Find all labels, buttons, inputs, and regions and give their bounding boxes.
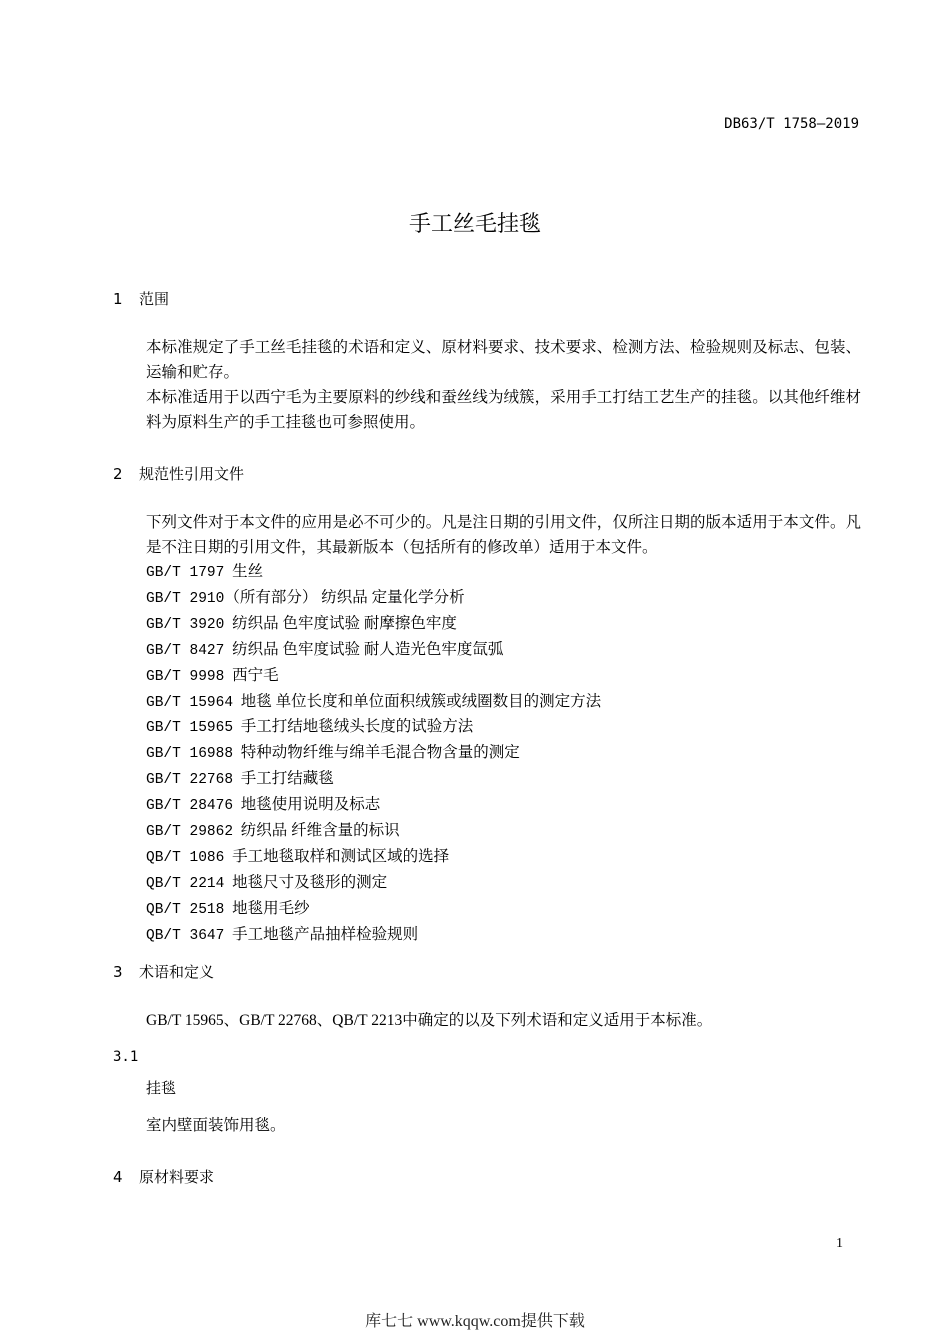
section-number: 2 <box>113 465 123 483</box>
term-definition: 室内壁面装饰用毯。 <box>146 1117 286 1134</box>
reference-item: GB/T 8427 纺织品 色牢度试验 耐人造光色牢度氙弧 <box>146 640 504 659</box>
reference-item: GB/T 9998 西宁毛 <box>146 666 279 685</box>
reference-item: QB/T 3647 手工地毯产品抽样检验规则 <box>146 925 419 944</box>
term-name: 挂毯 <box>146 1079 177 1097</box>
section-number: 4 <box>113 1168 123 1186</box>
reference-item: QB/T 2214 地毯尺寸及毯形的测定 <box>146 873 388 892</box>
reference-item: GB/T 29862 纺织品 纤维含量的标识 <box>146 822 400 841</box>
download-watermark: 库七七 www.kqqw.com提供下载 <box>365 1313 585 1330</box>
section-title: 术语和定义 <box>139 963 215 981</box>
reference-item: GB/T 2910（所有部分） 纺织品 定量化学分析 <box>146 588 465 607</box>
reference-item: GB/T 16988 特种动物纤维与绵羊毛混合物含量的测定 <box>146 744 520 763</box>
section-heading-3 <box>113 961 214 982</box>
section-heading-4 <box>113 1166 214 1187</box>
normative-references-intro: 下列文件对于本文件的应用是必不可少的。凡是注日期的引用文件，仅所注日期的版本适用于本文件。凡是不注日期的引用文件，其最新版本（包括所有的修改单）适用于本文件。 <box>146 514 861 556</box>
section-heading-1 <box>113 288 169 309</box>
reference-item: GB/T 22768 手工打结藏毯 <box>146 770 334 789</box>
reference-item: GB/T 1797 生丝 <box>146 563 264 581</box>
reference-item: GB/T 3920 纺织品 色牢度试验 耐摩擦色牢度 <box>146 614 457 633</box>
document-title: 手工丝毛挂毯 <box>408 212 541 237</box>
term-number: 3.1 <box>113 1049 139 1065</box>
section-heading-2 <box>113 463 244 484</box>
reference-item: QB/T 2518 地毯用毛纱 <box>146 899 310 918</box>
section-title: 规范性引用文件 <box>139 465 245 483</box>
scope-paragraph-2: 本标准适用于以西宁毛为主要原料的纱线和蚕丝线为绒簇，采用手工打结工艺生产的挂毯。以其他纤维材料为原料生产的手工挂毯也可参照使用。 <box>146 389 861 431</box>
section-title: 原材料要求 <box>139 1168 215 1186</box>
section-number: 3 <box>113 963 123 981</box>
section-title: 范围 <box>139 290 170 308</box>
page-number: 1 <box>836 1236 843 1251</box>
reference-item: GB/T 15965 手工打结地毯绒头长度的试验方法 <box>146 718 474 737</box>
reference-item: GB/T 28476 地毯使用说明及标志 <box>146 796 381 815</box>
reference-item: QB/T 1086 手工地毯取样和测试区域的选择 <box>146 847 450 866</box>
section-number: 1 <box>113 290 123 308</box>
document-number: DB63/T 1758—2019 <box>724 116 859 132</box>
scope-paragraph-1: 本标准规定了手工丝毛挂毯的术语和定义、原材料要求、技术要求、检测方法、检验规则及标志、包装、运输和贮存。 <box>146 339 861 381</box>
reference-item: GB/T 15964 地毯 单位长度和单位面积绒簇或绒圈数目的测定方法 <box>146 692 602 711</box>
reference-list <box>146 560 601 949</box>
terms-intro: GB/T 15965、GB/T 22768、QB/T 2213中确定的以及下列术语和定义适用于本标准。 <box>146 1012 713 1029</box>
